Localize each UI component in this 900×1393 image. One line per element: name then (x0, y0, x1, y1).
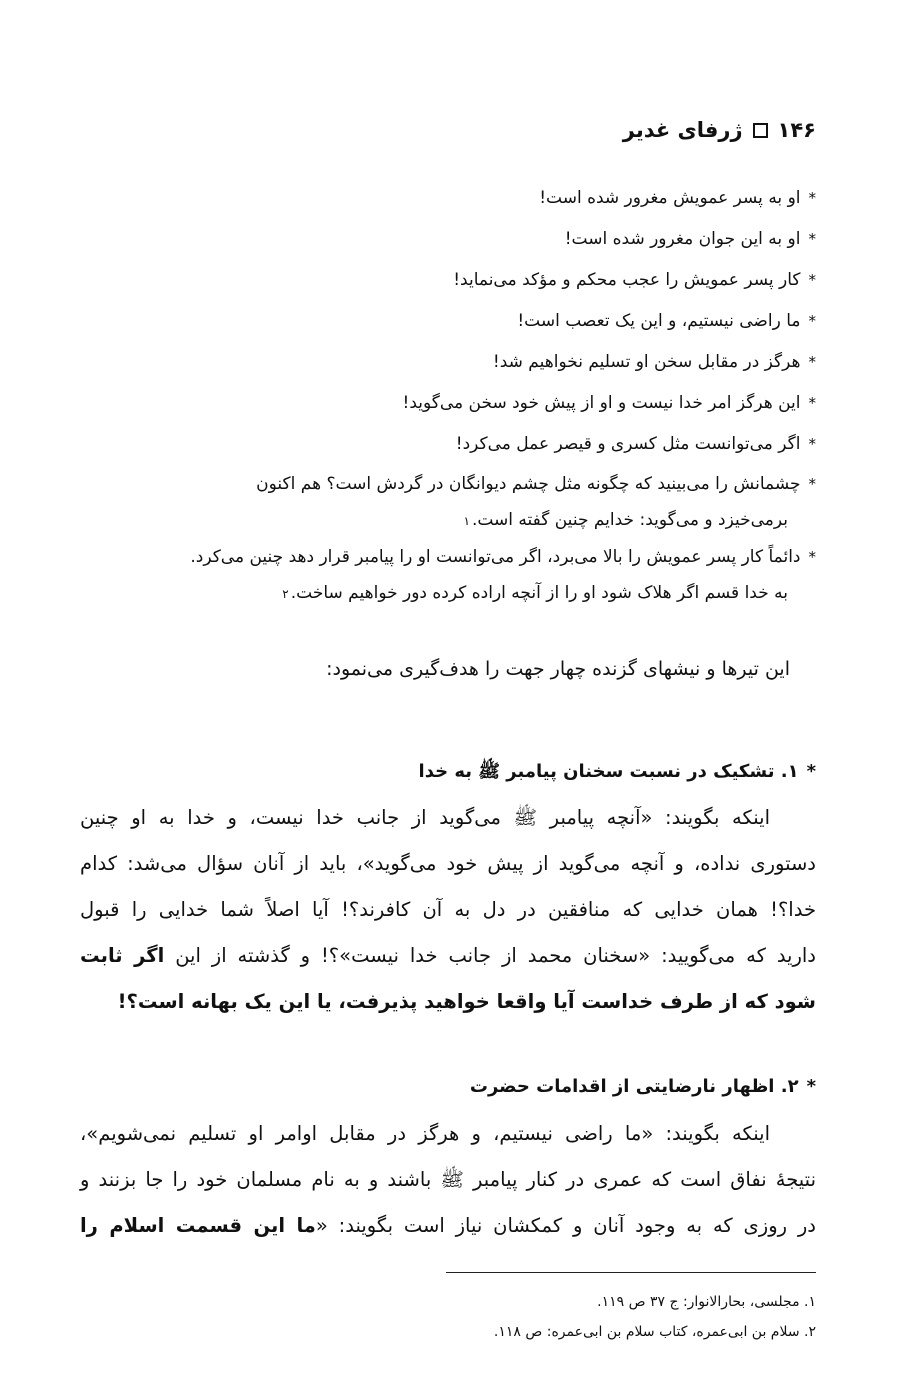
footnotes (494, 1287, 816, 1347)
intro-paragraph: این تیرها و نیشهای گزنده چهار جهت را هدف‌گیری می‌نمود: (326, 658, 790, 680)
running-header (623, 118, 816, 142)
quote-item-continuation: برمی‌خیزد و می‌گوید: خدایم چنین گفته است. ۱ (76, 503, 816, 538)
footnote-item: ۱. مجلسی، بحارالانوار: ج ۳۷ ص ۱۱۹. (597, 1294, 816, 1310)
star-icon: * (808, 230, 816, 248)
quote-item: * این هرگز امر خدا نیست و او از پیش خود سخن می‌گوید! (76, 383, 816, 424)
paragraph-line: در روزی که به وجود آنان و کمکشان نیاز است بگویند: «ما این قسمت اسلام را (80, 1214, 816, 1237)
quote-item-continuation: به خدا قسم اگر هلاک شود او را از آنچه اراده کرده دور خواهیم ساخت. ۲ (76, 576, 816, 611)
paragraph-line: خدا؟! همان خدایی که منافقین در دل به آن کافرند؟! آیا اصلاً شما خدایی را قبول (80, 898, 816, 921)
quote-item: * ما راضی نیستیم، و این یک تعصب است! (76, 301, 816, 342)
star-icon: * (808, 271, 816, 289)
paragraph-line: شود که از طرف خداست آیا واقعا خواهید پذیرفت، یا این یک بهانه است؟! (117, 990, 816, 1013)
star-icon: * (808, 353, 816, 371)
star-icon: * (806, 1076, 816, 1097)
paragraph-line: دارید که می‌گویید: «سخنان محمد از جانب خدا نیست»؟! و گذشته از این اگر ثابت (80, 944, 816, 967)
quote-item: * دائماً کار پسر عمویش را بالا می‌برد، اگر می‌توانست او را پیامبر قرار دهد چنین می‌کرد. (76, 538, 816, 576)
quote-item: * کار پسر عمویش را عجب محکم و مؤکد می‌نماید! (76, 260, 816, 301)
footnote-ref: ۱ (463, 514, 470, 528)
paragraph-line: اینکه بگویند: «ما راضی نیستیم، و هرگز در مقابل اوامر او تسلیم نمی‌شویم»، (80, 1122, 770, 1145)
paragraph-line: نتیجهٔ نفاق است که عمری در کنار پیامبر ﷺ باشند و به نام مسلمان خود را جا بزنند و (80, 1168, 816, 1191)
paragraph-line: دستوری نداده، و آنچه می‌گوید از پیش خود می‌گوید»، باید از آنان سؤال می‌شد: کدام (80, 852, 816, 875)
star-icon: * (808, 475, 816, 493)
section-heading: * ۱. تشکیک در نسبت سخنان پیامبر ﷺ به خدا (418, 761, 816, 782)
footnote-ref: ۲ (282, 587, 289, 601)
section-paragraph (80, 1111, 816, 1249)
star-icon: * (808, 435, 816, 453)
quote-item: * چشمانش را می‌بینید که چگونه مثل چشم دیوانگان در گردش است؟ هم اکنون (76, 465, 816, 503)
quote-list (76, 178, 816, 611)
star-icon: * (808, 189, 816, 207)
header-square-icon (753, 123, 768, 138)
star-icon: * (808, 394, 816, 412)
quote-item: * اگر می‌توانست مثل کسری و قیصر عمل می‌کرد! (76, 424, 816, 465)
star-icon: * (806, 761, 816, 782)
star-icon: * (808, 548, 816, 566)
star-icon: * (808, 312, 816, 330)
quote-item: * او به پسر عمویش مغرور شده است! (76, 178, 816, 219)
footnote-divider (446, 1272, 816, 1273)
page-number: ۱۴۶ (777, 118, 816, 142)
book-title: ژرفای غدیر (622, 118, 743, 142)
quote-item: * هرگز در مقابل سخن او تسلیم نخواهیم شد! (76, 342, 816, 383)
section-paragraph (80, 795, 816, 1025)
quote-item: * او به این جوان مغرور شده است! (76, 219, 816, 260)
footnote-item: ۲. سلام بن ابی‌عمره، کتاب سلام بن ابی‌عمره: ص ۱۱۸. (493, 1324, 816, 1340)
section-heading: * ۲. اظهار نارضایتی از اقدامات حضرت (469, 1076, 816, 1097)
paragraph-line: اینکه بگویند: «آنچه پیامبر ﷺ می‌گوید از جانب خدا نیست، و خدا به او چنین (80, 806, 770, 829)
